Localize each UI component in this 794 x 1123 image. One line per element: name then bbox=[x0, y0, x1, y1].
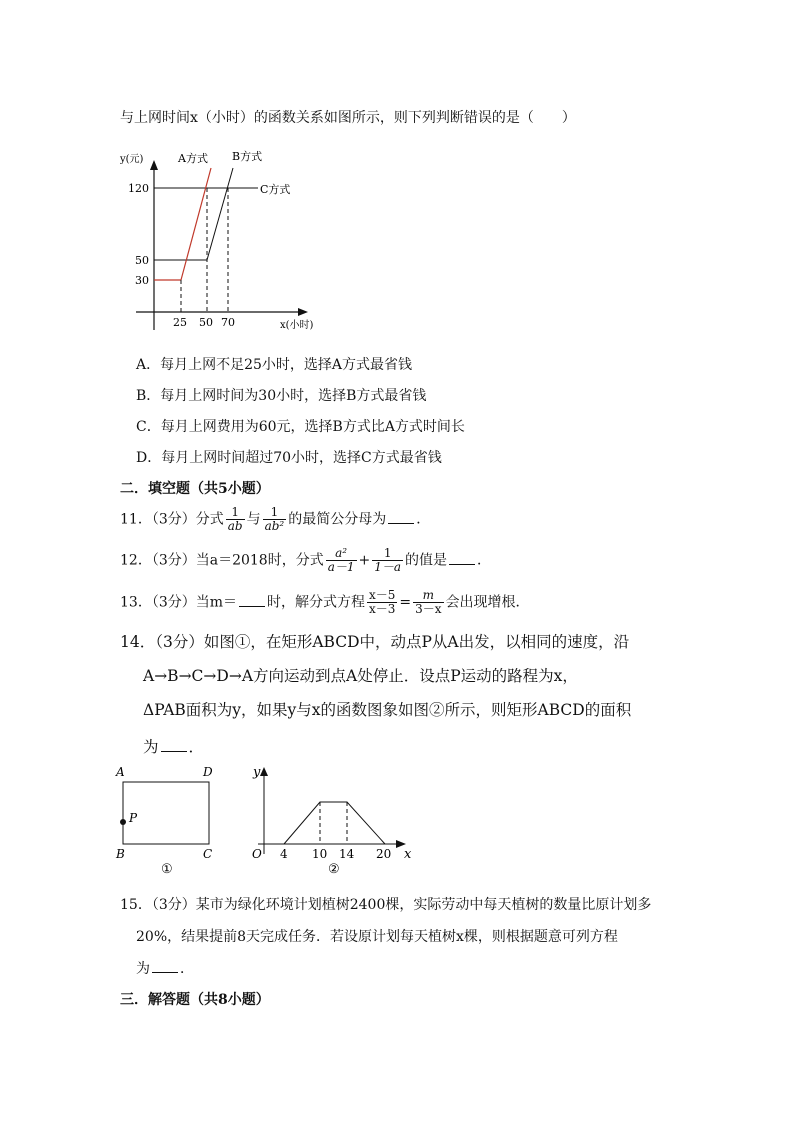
y-tick: 120 bbox=[128, 182, 149, 195]
question-11: 11．（3分）分式 $\frac{1}{ab}$ 与 $\frac{1}{\text{ab²}}$ 的最简公分母为 ． bbox=[120, 505, 431, 533]
figure-caption: ① bbox=[161, 862, 173, 877]
label-c: C方式 bbox=[260, 183, 291, 196]
label-d: D bbox=[203, 765, 213, 779]
option-a: A．每月上网不足25小时，选择A方式最省钱 bbox=[136, 357, 413, 373]
pricing-graph bbox=[110, 140, 350, 340]
label-a: A方式 bbox=[178, 152, 208, 165]
question-14-line-1: 14．（3分）如图①，在矩形ABCD中，动点P从A出发，以相同的速度，沿 bbox=[120, 633, 630, 651]
question-13: 13．（3分）当m＝ 时，解分式方程 $\frac{x-5}{x-3}$ = $\frac{m}{3-x}$ 会出现增根． bbox=[120, 588, 530, 616]
question-14-line-4: 为 ． bbox=[143, 738, 205, 756]
answer-blank[interactable] bbox=[388, 511, 414, 524]
question-15-line-2: 20%，结果提前8天完成任务．若设原计划每天植树x棵，则根据题意可列方程 bbox=[136, 929, 618, 945]
answer-blank[interactable] bbox=[449, 552, 475, 565]
option-d: D．每月上网时间超过70小时，选择C方式最省钱 bbox=[136, 450, 442, 466]
x-tick: 14 bbox=[339, 847, 355, 861]
x-tick: 4 bbox=[280, 847, 288, 861]
x-tick: 25 bbox=[173, 316, 187, 329]
question-14-line-3: ΔPAB面积为y，如果y与x的函数图象如图②所示，则矩形ABCD的面积 bbox=[143, 701, 632, 719]
y-axis-label: y(元) bbox=[120, 154, 144, 165]
question-14-line-2: A→B→C→D→A方向运动到点A处停止．设点P运动的路程为x， bbox=[143, 667, 578, 685]
section-3-heading: 三．解答题（共8小题） bbox=[120, 992, 270, 1008]
x-tick: 20 bbox=[376, 847, 392, 861]
question-12: 12．（3分）当a＝2018时，分式 $\frac{\text{a²}}{a-1}$ + $\frac{1}{1-a}$ 的值是 ． bbox=[120, 546, 492, 574]
figure-caption: ② bbox=[328, 862, 340, 877]
label-a: A bbox=[116, 765, 125, 779]
x-tick: 50 bbox=[199, 316, 213, 329]
label-b: B bbox=[116, 847, 125, 861]
x-tick: 10 bbox=[312, 847, 328, 861]
x-tick: 70 bbox=[221, 316, 235, 329]
question-15-line-1: 15．（3分）某市为绿化环境计划植树2400棵，实际劳动中每天植树的数量比原计划多 bbox=[120, 897, 652, 913]
y-tick: 50 bbox=[135, 254, 149, 267]
label-c: C bbox=[203, 847, 213, 861]
section-2-heading: 二．填空题（共5小题） bbox=[120, 481, 270, 497]
label-p: P bbox=[129, 811, 138, 825]
x-axis-label: x bbox=[404, 847, 412, 862]
question-15-line-3: 为 ． bbox=[136, 961, 194, 977]
function-graph bbox=[248, 762, 418, 877]
origin-label: O bbox=[252, 847, 262, 861]
answer-blank[interactable] bbox=[161, 739, 187, 752]
option-b: B．每月上网时间为30小时，选择B方式最省钱 bbox=[136, 388, 427, 404]
answer-blank[interactable] bbox=[239, 594, 265, 607]
y-tick: 30 bbox=[135, 274, 149, 287]
x-axis-label: x(小时) bbox=[280, 320, 314, 331]
label-b: B方式 bbox=[232, 150, 263, 163]
answer-blank[interactable] bbox=[152, 960, 178, 973]
option-c: C．每月上网费用为60元，选择B方式比A方式时间长 bbox=[136, 419, 465, 435]
rectangle-figure bbox=[112, 762, 222, 877]
y-axis-label: y bbox=[253, 765, 261, 780]
intro-text: 与上网时间x（小时）的函数关系如图所示，则下列判断错误的是（ ） bbox=[120, 110, 576, 126]
